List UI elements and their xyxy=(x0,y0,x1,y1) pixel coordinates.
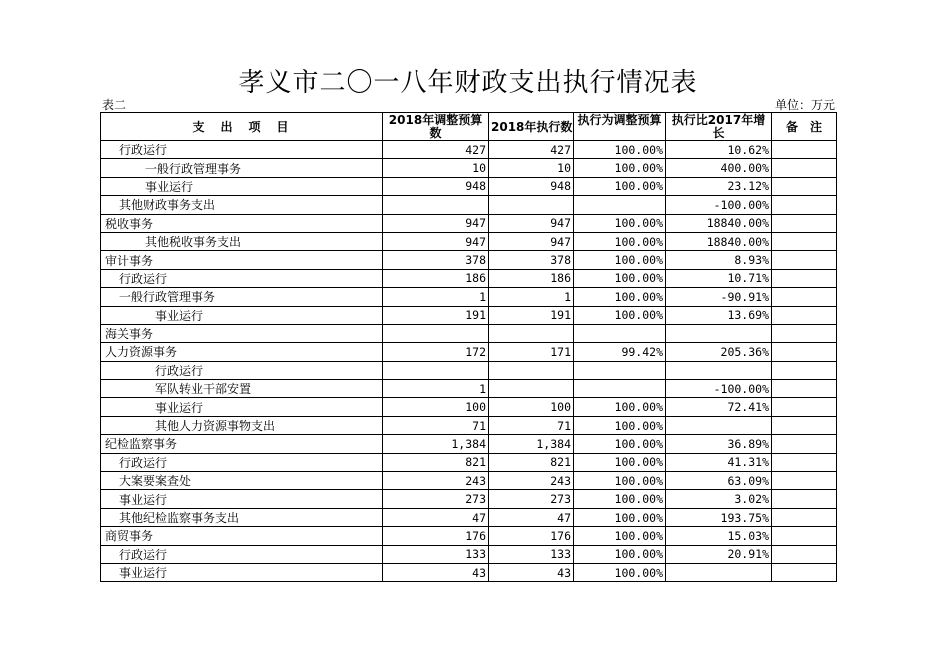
cell-item-name: 其他人力资源事物支出 xyxy=(101,416,383,434)
cell-item-name: 一般行政管理事务 xyxy=(101,288,383,306)
cell-adjusted-budget: 947 xyxy=(383,214,489,232)
cell-vs-2017: 63.09% xyxy=(666,472,772,490)
cell-item-name: 行政运行 xyxy=(101,453,383,471)
header-adjusted-budget: 2018年调整预算数 xyxy=(383,113,489,141)
table-row xyxy=(101,490,837,508)
table-row xyxy=(101,527,837,545)
cell-item-name: 税收事务 xyxy=(101,214,383,232)
cell-note xyxy=(772,343,837,361)
cell-adjusted-budget: 273 xyxy=(383,490,489,508)
cell-adjusted-budget: 427 xyxy=(383,141,489,159)
cell-vs-2017: 15.03% xyxy=(666,527,772,545)
cell-item-name: 商贸事务 xyxy=(101,527,383,545)
cell-vs-2017: 36.89% xyxy=(666,435,772,453)
unit-label: 单位：万元 xyxy=(774,98,835,112)
cell-item-name: 事业运行 xyxy=(101,177,383,195)
cell-note xyxy=(772,545,837,563)
cell-item-name: 行政运行 xyxy=(101,269,383,287)
cell-exec-pct: 100.00% xyxy=(574,453,666,471)
cell-adjusted-budget: 947 xyxy=(383,232,489,250)
cell-vs-2017 xyxy=(666,361,772,379)
cell-exec-pct: 100.00% xyxy=(574,306,666,324)
table-row xyxy=(101,269,837,287)
cell-exec-pct: 100.00% xyxy=(574,416,666,434)
table-row xyxy=(101,141,837,159)
table-row xyxy=(101,343,837,361)
cell-adjusted-budget: 100 xyxy=(383,398,489,416)
table-row xyxy=(101,159,837,177)
cell-vs-2017: -100.00% xyxy=(666,380,772,398)
cell-vs-2017: 23.12% xyxy=(666,177,772,195)
header-exec-pct: 执行为调整预算 xyxy=(574,113,666,141)
cell-executed: 47 xyxy=(489,508,574,526)
table-row xyxy=(101,545,837,563)
cell-exec-pct xyxy=(574,361,666,379)
cell-note xyxy=(772,251,837,269)
cell-item-name: 大案要案查处 xyxy=(101,472,383,490)
cell-note xyxy=(772,435,837,453)
cell-exec-pct: 100.00% xyxy=(574,508,666,526)
cell-adjusted-budget: 47 xyxy=(383,508,489,526)
cell-executed: 171 xyxy=(489,343,574,361)
cell-executed: 821 xyxy=(489,453,574,471)
cell-executed: 947 xyxy=(489,214,574,232)
cell-adjusted-budget: 43 xyxy=(383,563,489,581)
cell-exec-pct: 99.42% xyxy=(574,343,666,361)
cell-note xyxy=(772,361,837,379)
cell-adjusted-budget: 1 xyxy=(383,380,489,398)
table-row xyxy=(101,472,837,490)
cell-vs-2017: -90.91% xyxy=(666,288,772,306)
cell-note xyxy=(772,177,837,195)
cell-exec-pct xyxy=(574,324,666,342)
cell-item-name: 纪检监察事务 xyxy=(101,435,383,453)
cell-executed: 176 xyxy=(489,527,574,545)
cell-adjusted-budget xyxy=(383,324,489,342)
cell-adjusted-budget: 191 xyxy=(383,306,489,324)
cell-exec-pct: 100.00% xyxy=(574,472,666,490)
table-row xyxy=(101,324,837,342)
table-row xyxy=(101,508,837,526)
cell-note xyxy=(772,490,837,508)
cell-note xyxy=(772,306,837,324)
table-row xyxy=(101,563,837,581)
cell-exec-pct: 100.00% xyxy=(574,251,666,269)
cell-item-name: 事业运行 xyxy=(101,398,383,416)
cell-executed: 43 xyxy=(489,563,574,581)
table-label: 表二 xyxy=(102,98,127,112)
cell-adjusted-budget: 1,384 xyxy=(383,435,489,453)
cell-adjusted-budget xyxy=(383,196,489,214)
cell-adjusted-budget: 821 xyxy=(383,453,489,471)
cell-item-name: 人力资源事务 xyxy=(101,343,383,361)
cell-adjusted-budget xyxy=(383,361,489,379)
cell-adjusted-budget: 176 xyxy=(383,527,489,545)
cell-exec-pct: 100.00% xyxy=(574,232,666,250)
cell-exec-pct: 100.00% xyxy=(574,545,666,563)
cell-exec-pct: 100.00% xyxy=(574,159,666,177)
cell-adjusted-budget: 948 xyxy=(383,177,489,195)
cell-adjusted-budget: 10 xyxy=(383,159,489,177)
cell-adjusted-budget: 1 xyxy=(383,288,489,306)
cell-item-name: 行政运行 xyxy=(101,545,383,563)
cell-executed xyxy=(489,196,574,214)
cell-vs-2017: 10.62% xyxy=(666,141,772,159)
cell-item-name: 审计事务 xyxy=(101,251,383,269)
cell-note xyxy=(772,159,837,177)
cell-vs-2017: 205.36% xyxy=(666,343,772,361)
cell-note xyxy=(772,324,837,342)
cell-note xyxy=(772,269,837,287)
cell-exec-pct: 100.00% xyxy=(574,141,666,159)
cell-executed: 243 xyxy=(489,472,574,490)
cell-item-name: 海关事务 xyxy=(101,324,383,342)
cell-adjusted-budget: 172 xyxy=(383,343,489,361)
cell-note xyxy=(772,196,837,214)
cell-item-name: 其他税收事务支出 xyxy=(101,232,383,250)
cell-item-name: 事业运行 xyxy=(101,490,383,508)
cell-note xyxy=(772,472,837,490)
table-row xyxy=(101,435,837,453)
cell-vs-2017: 18840.00% xyxy=(666,232,772,250)
cell-executed xyxy=(489,380,574,398)
cell-note xyxy=(772,453,837,471)
table-row xyxy=(101,361,837,379)
cell-note xyxy=(772,398,837,416)
cell-executed: 191 xyxy=(489,306,574,324)
page-title: 孝义市二〇一八年财政支出执行情况表 xyxy=(238,68,698,98)
cell-exec-pct: 100.00% xyxy=(574,269,666,287)
cell-item-name: 行政运行 xyxy=(101,361,383,379)
cell-adjusted-budget: 186 xyxy=(383,269,489,287)
cell-exec-pct: 100.00% xyxy=(574,177,666,195)
cell-note xyxy=(772,141,837,159)
cell-executed: 1 xyxy=(489,288,574,306)
table-header-row xyxy=(101,113,837,141)
table-row xyxy=(101,306,837,324)
cell-executed: 1,384 xyxy=(489,435,574,453)
cell-exec-pct xyxy=(574,380,666,398)
table-row xyxy=(101,196,837,214)
cell-executed: 378 xyxy=(489,251,574,269)
cell-executed: 948 xyxy=(489,177,574,195)
cell-note xyxy=(772,380,837,398)
header-item: 支 出 项 目 xyxy=(101,113,383,141)
cell-vs-2017: 13.69% xyxy=(666,306,772,324)
cell-vs-2017 xyxy=(666,563,772,581)
cell-exec-pct: 100.00% xyxy=(574,214,666,232)
cell-exec-pct: 100.00% xyxy=(574,435,666,453)
header-executed: 2018年执行数 xyxy=(489,113,574,141)
cell-note xyxy=(772,416,837,434)
table-row xyxy=(101,398,837,416)
cell-executed: 71 xyxy=(489,416,574,434)
cell-vs-2017: 193.75% xyxy=(666,508,772,526)
cell-vs-2017: 400.00% xyxy=(666,159,772,177)
cell-executed: 427 xyxy=(489,141,574,159)
cell-note xyxy=(772,563,837,581)
cell-adjusted-budget: 378 xyxy=(383,251,489,269)
cell-executed: 10 xyxy=(489,159,574,177)
table-row xyxy=(101,177,837,195)
cell-adjusted-budget: 71 xyxy=(383,416,489,434)
cell-item-name: 事业运行 xyxy=(101,306,383,324)
cell-adjusted-budget: 243 xyxy=(383,472,489,490)
cell-vs-2017: 20.91% xyxy=(666,545,772,563)
cell-exec-pct: 100.00% xyxy=(574,563,666,581)
cell-exec-pct: 100.00% xyxy=(574,527,666,545)
cell-executed: 273 xyxy=(489,490,574,508)
cell-vs-2017 xyxy=(666,324,772,342)
expenditure-table xyxy=(100,112,837,582)
cell-vs-2017: 18840.00% xyxy=(666,214,772,232)
table-row xyxy=(101,453,837,471)
table-row xyxy=(101,380,837,398)
cell-adjusted-budget: 133 xyxy=(383,545,489,563)
table-row xyxy=(101,251,837,269)
cell-executed: 100 xyxy=(489,398,574,416)
cell-item-name: 其他财政事务支出 xyxy=(101,196,383,214)
table-row xyxy=(101,232,837,250)
header-note: 备 注 xyxy=(772,113,837,141)
cell-vs-2017 xyxy=(666,416,772,434)
cell-executed xyxy=(489,324,574,342)
cell-vs-2017: -100.00% xyxy=(666,196,772,214)
cell-vs-2017: 72.41% xyxy=(666,398,772,416)
table-row xyxy=(101,214,837,232)
cell-item-name: 军队转业干部安置 xyxy=(101,380,383,398)
cell-item-name: 行政运行 xyxy=(101,141,383,159)
cell-note xyxy=(772,232,837,250)
cell-item-name: 一般行政管理事务 xyxy=(101,159,383,177)
cell-note xyxy=(772,508,837,526)
cell-executed: 133 xyxy=(489,545,574,563)
table-row xyxy=(101,288,837,306)
header-vs-2017: 执行比2017年增长 xyxy=(666,113,772,141)
table-row xyxy=(101,416,837,434)
cell-executed: 947 xyxy=(489,232,574,250)
cell-vs-2017: 41.31% xyxy=(666,453,772,471)
cell-exec-pct: 100.00% xyxy=(574,288,666,306)
cell-item-name: 其他纪检监察事务支出 xyxy=(101,508,383,526)
cell-vs-2017: 8.93% xyxy=(666,251,772,269)
cell-note xyxy=(772,288,837,306)
cell-exec-pct xyxy=(574,196,666,214)
cell-vs-2017: 3.02% xyxy=(666,490,772,508)
cell-note xyxy=(772,214,837,232)
cell-exec-pct: 100.00% xyxy=(574,490,666,508)
cell-note xyxy=(772,527,837,545)
cell-exec-pct: 100.00% xyxy=(574,398,666,416)
cell-executed: 186 xyxy=(489,269,574,287)
cell-executed xyxy=(489,361,574,379)
cell-vs-2017: 10.71% xyxy=(666,269,772,287)
cell-item-name: 事业运行 xyxy=(101,563,383,581)
